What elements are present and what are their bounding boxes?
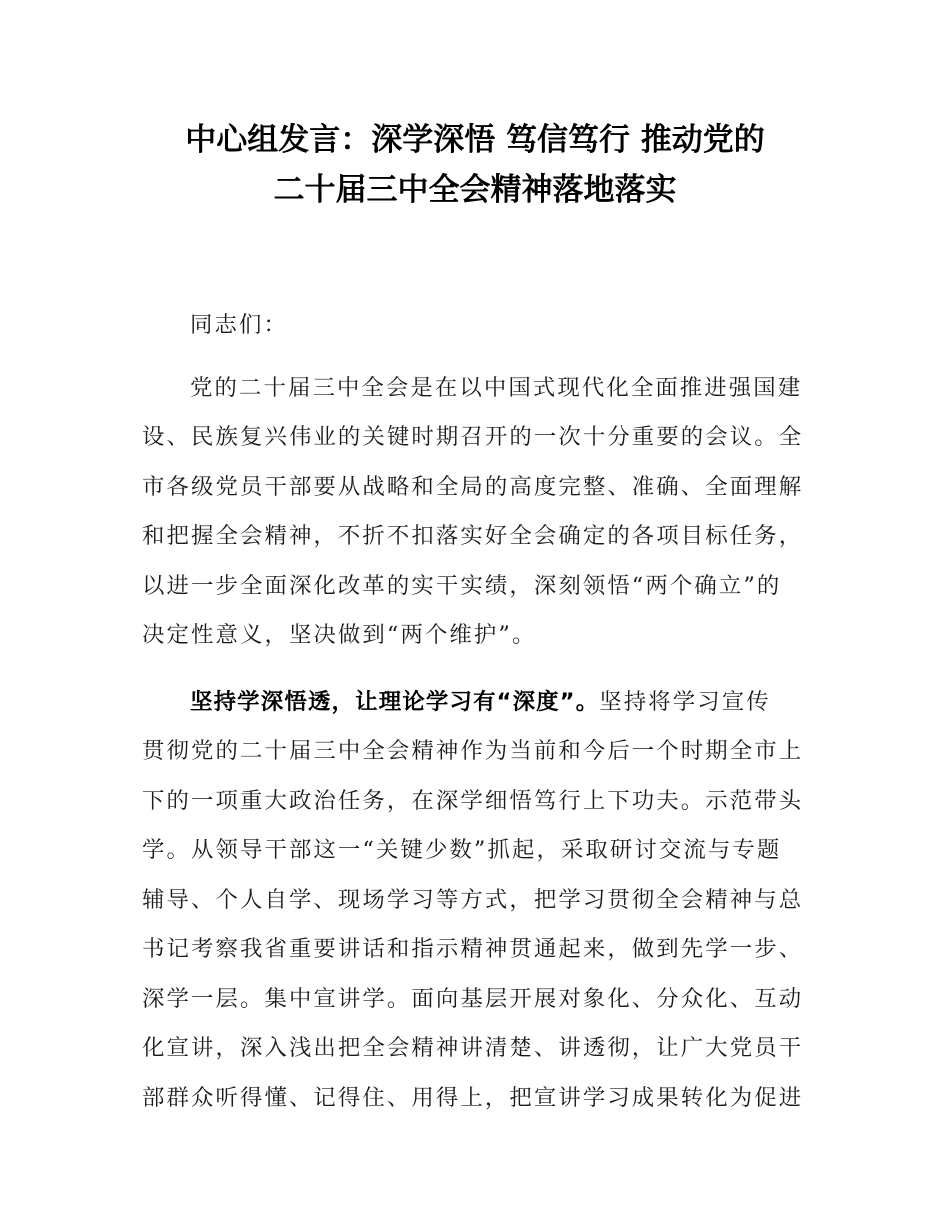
paragraph-2-line: 下的一项重大政治任务，在深学细悟笃行上下功夫。示范带头	[142, 788, 804, 814]
paragraph-2-first-line-rest: 坚持将学习宣传	[599, 689, 771, 715]
paragraph-1-line: 决定性意义，坚决做到“两个维护”。	[142, 622, 537, 648]
paragraph-1-line: 设、民族复兴伟业的关键时期召开的一次十分重要的会议。全	[142, 424, 804, 450]
salutation: 同志们：	[190, 312, 288, 338]
paragraph-1-line: 党的二十届三中全会是在以中国式现代化全面推进强国建	[190, 375, 803, 401]
paragraph-2-line: 贯彻党的二十届三中全会精神作为当前和今后一个时期全市上	[142, 738, 804, 764]
document-title-line-2: 二十届三中全会精神落地落实	[273, 172, 677, 208]
paragraph-2-line: 化宣讲，深入浅出把全会精神讲清楚、讲透彻，让广大党员干	[142, 1035, 804, 1061]
paragraph-1-line: 以进一步全面深化改革的实干实绩，深刻领悟“两个确立”的	[142, 573, 782, 599]
paragraph-2-line: 书记考察我省重要讲话和指示精神贯通起来，做到先学一步、	[142, 936, 804, 962]
paragraph-2-first-line	[190, 684, 810, 720]
paragraph-2-line: 部群众听得懂、记得住、用得上，把宣讲学习成果转化为促进	[142, 1085, 804, 1111]
paragraph-2-lead: 坚持学深悟透，让理论学习有“深度”。	[190, 689, 600, 715]
paragraph-1-line: 市各级党员干部要从战略和全局的高度完整、准确、全面理解	[142, 474, 804, 500]
paragraph-2-line: 学。从领导干部这一“关键少数”抓起，采取研讨交流与专题	[142, 837, 782, 863]
paragraph-1-line: 和把握全会精神，不折不扣落实好全会确定的各项目标任务，	[142, 523, 804, 549]
paragraph-2-line: 深学一层。集中宣讲学。面向基层开展对象化、分众化、互动	[142, 986, 804, 1012]
document-title-line-1: 中心组发言：深学深悟 笃信笃行 推动党的	[185, 122, 765, 158]
paragraph-2-line: 辅导、个人自学、现场学习等方式，把学习贯彻全会精神与总	[142, 887, 804, 913]
